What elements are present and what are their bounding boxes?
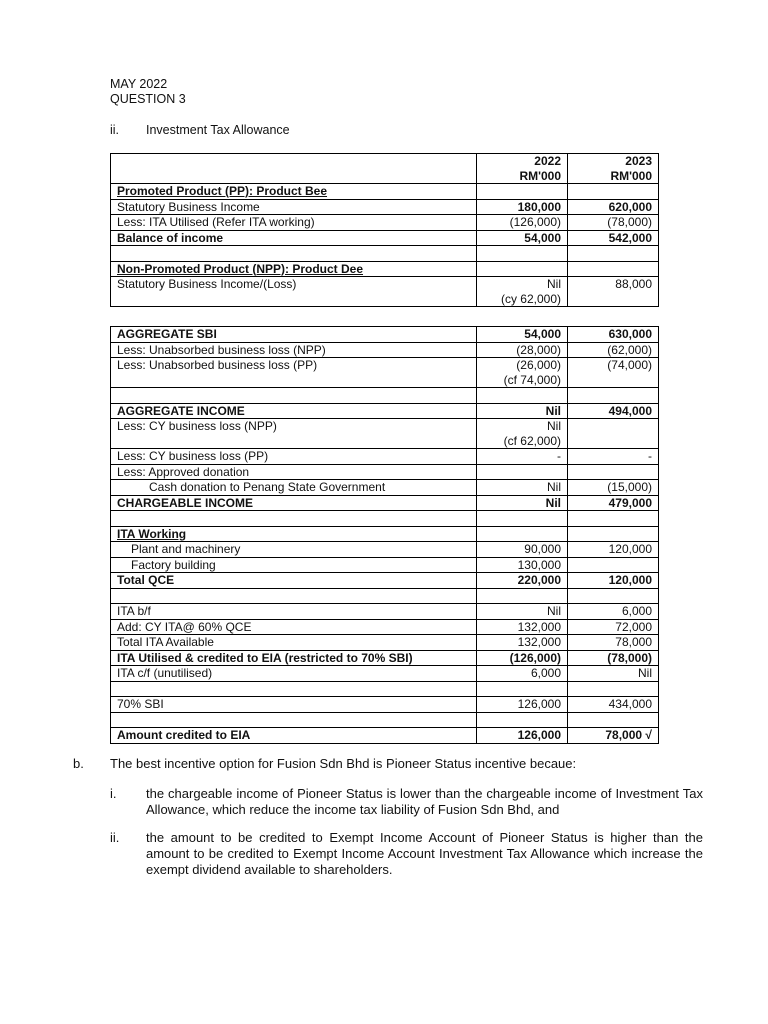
row-label: Less: CY business loss (NPP) [111, 419, 477, 449]
table-header-row [111, 154, 659, 184]
table-row [111, 327, 659, 343]
section-title: Investment Tax Allowance [146, 123, 290, 137]
row-label: Add: CY ITA@ 60% QCE [111, 619, 477, 635]
value-2023: - [568, 449, 659, 465]
table-row [111, 464, 659, 480]
value-2022: 126,000 [477, 728, 568, 744]
table-row [111, 697, 659, 713]
unit-header: RM'000 [519, 168, 561, 183]
ita-table-aggregate [110, 326, 659, 744]
table-row [111, 604, 659, 620]
row-label: Less: CY business loss (PP) [111, 449, 477, 465]
table-row [111, 358, 659, 388]
table-row [111, 230, 659, 246]
point-number: ii. [110, 830, 120, 845]
table-row [111, 277, 659, 307]
row-label: Amount credited to EIA [111, 728, 477, 744]
value-2023: 120,000 [568, 542, 659, 558]
value-2023: 542,000 [568, 230, 659, 246]
value-2022-note: (cf 74,000) [503, 372, 561, 387]
ita-table-promoted-product [110, 153, 659, 307]
value-2023: 630,000 [568, 327, 659, 343]
value-2022: 132,000 [477, 619, 568, 635]
value-2023: 72,000 [568, 619, 659, 635]
point-text: the chargeable income of Pioneer Status is lower than the chargeable income of Investment Tax Allowance, which reduce the income tax liability of Fusion Sdn Bhd, and [146, 786, 703, 817]
section-number: ii. [110, 123, 120, 137]
value-2023: (78,000) [568, 215, 659, 231]
value-2023: Nil [568, 666, 659, 682]
value-2023: 6,000 [568, 604, 659, 620]
value-2023: 434,000 [568, 697, 659, 713]
table-row [111, 449, 659, 465]
row-label: Factory building [111, 557, 477, 573]
value-2022: 130,000 [477, 557, 568, 573]
value-2022: 126,000 [477, 697, 568, 713]
value-2023: (74,000) [568, 358, 659, 388]
row-label: CHARGEABLE INCOME [111, 495, 477, 511]
row-label: Cash donation to Penang State Government [111, 480, 477, 496]
value-2023: 494,000 [568, 403, 659, 419]
blank-row [111, 712, 659, 728]
value-2023: (78,000) [568, 650, 659, 666]
value-2022: Nil [477, 403, 568, 419]
part-b-intro: The best incentive option for Fusion Sdn Bhd is Pioneer Status incentive becaue: [110, 756, 577, 771]
row-label: 70% SBI [111, 697, 477, 713]
value-2022: - [477, 449, 568, 465]
row-label: ITA c/f (unutilised) [111, 666, 477, 682]
year-2023-header: 2023 [625, 154, 652, 168]
row-label: ITA b/f [111, 604, 477, 620]
row-label: Less: Unabsorbed business loss (NPP) [111, 342, 477, 358]
table-row [111, 526, 659, 542]
table-row [111, 666, 659, 682]
value-2022: (126,000) [477, 650, 568, 666]
exam-session: MAY 2022 [110, 77, 168, 91]
table-row [111, 403, 659, 419]
value-2023: (15,000) [568, 480, 659, 496]
value-2022: 54,000 [477, 327, 568, 343]
value-2022: 6,000 [477, 666, 568, 682]
part-b-number: b. [73, 756, 84, 771]
value-2023 [568, 557, 659, 573]
npp-heading: Non-Promoted Product (NPP): Product Dee [111, 261, 477, 277]
row-label: Less: Approved donation [111, 464, 477, 480]
row-label: Plant and machinery [111, 542, 477, 558]
value-2022: 132,000 [477, 635, 568, 651]
value-2023 [568, 419, 659, 449]
table-row [111, 342, 659, 358]
row-label: Total QCE [111, 573, 477, 589]
table-row [111, 573, 659, 589]
table-row [111, 184, 659, 200]
row-label: Less: Unabsorbed business loss (PP) [111, 358, 477, 388]
table-row [111, 557, 659, 573]
value-2022: 90,000 [477, 542, 568, 558]
table-row [111, 635, 659, 651]
row-label: ITA Utilised & credited to EIA (restricted to 70% SBI) [111, 650, 477, 666]
row-label: AGGREGATE SBI [111, 327, 477, 343]
blank-row [111, 681, 659, 697]
value-2022: (26,000) [516, 358, 561, 372]
value-2022: 54,000 [477, 230, 568, 246]
blank-row [111, 388, 659, 404]
value-2022: (126,000) [477, 215, 568, 231]
row-label: Total ITA Available [111, 635, 477, 651]
pp-heading: Promoted Product (PP): Product Bee [111, 184, 477, 200]
value-2022: Nil [477, 604, 568, 620]
row-label: Statutory Business Income [111, 199, 477, 215]
value-2023: 120,000 [568, 573, 659, 589]
value-2023: 78,000 √ [568, 728, 659, 744]
value-2022-note: (cy 62,000) [500, 291, 561, 306]
table-row [111, 495, 659, 511]
table-row [111, 215, 659, 231]
ita-working-heading: ITA Working [111, 526, 477, 542]
table-row [111, 199, 659, 215]
table-row [111, 480, 659, 496]
value-2022-note: (cf 62,000) [503, 433, 561, 448]
row-label: Statutory Business Income/(Loss) [111, 277, 477, 307]
value-2022: (28,000) [477, 342, 568, 358]
blank-row [111, 246, 659, 262]
row-label: Balance of income [111, 230, 477, 246]
table-row [111, 650, 659, 666]
row-label: AGGREGATE INCOME [111, 403, 477, 419]
question-number: QUESTION 3 [110, 92, 186, 106]
unit-header: RM'000 [610, 168, 652, 183]
table-row [111, 619, 659, 635]
point-text: the amount to be credited to Exempt Income Account of Pioneer Status is higher than the amount to be credited to Exempt Income Account Investment Tax Allowance which increase the exempt dividend available to shareholders. [146, 830, 703, 877]
blank-row [111, 511, 659, 527]
value-2022: 180,000 [477, 199, 568, 215]
table-row [111, 542, 659, 558]
table-row [111, 419, 659, 449]
value-2023: (62,000) [568, 342, 659, 358]
value-2023: 78,000 [568, 635, 659, 651]
point-number: i. [110, 786, 117, 801]
table-row [111, 728, 659, 744]
value-2022: Nil [547, 419, 561, 433]
value-2023: 479,000 [568, 495, 659, 511]
value-2023: 620,000 [568, 199, 659, 215]
table-row [111, 261, 659, 277]
value-2022: 220,000 [477, 573, 568, 589]
row-label: Less: ITA Utilised (Refer ITA working) [111, 215, 477, 231]
value-2022: Nil [477, 495, 568, 511]
blank-row [111, 588, 659, 604]
year-2022-header: 2022 [534, 154, 561, 168]
value-2023: 88,000 [568, 277, 659, 307]
value-2022: Nil [477, 480, 568, 496]
value-2022: Nil [547, 277, 561, 291]
